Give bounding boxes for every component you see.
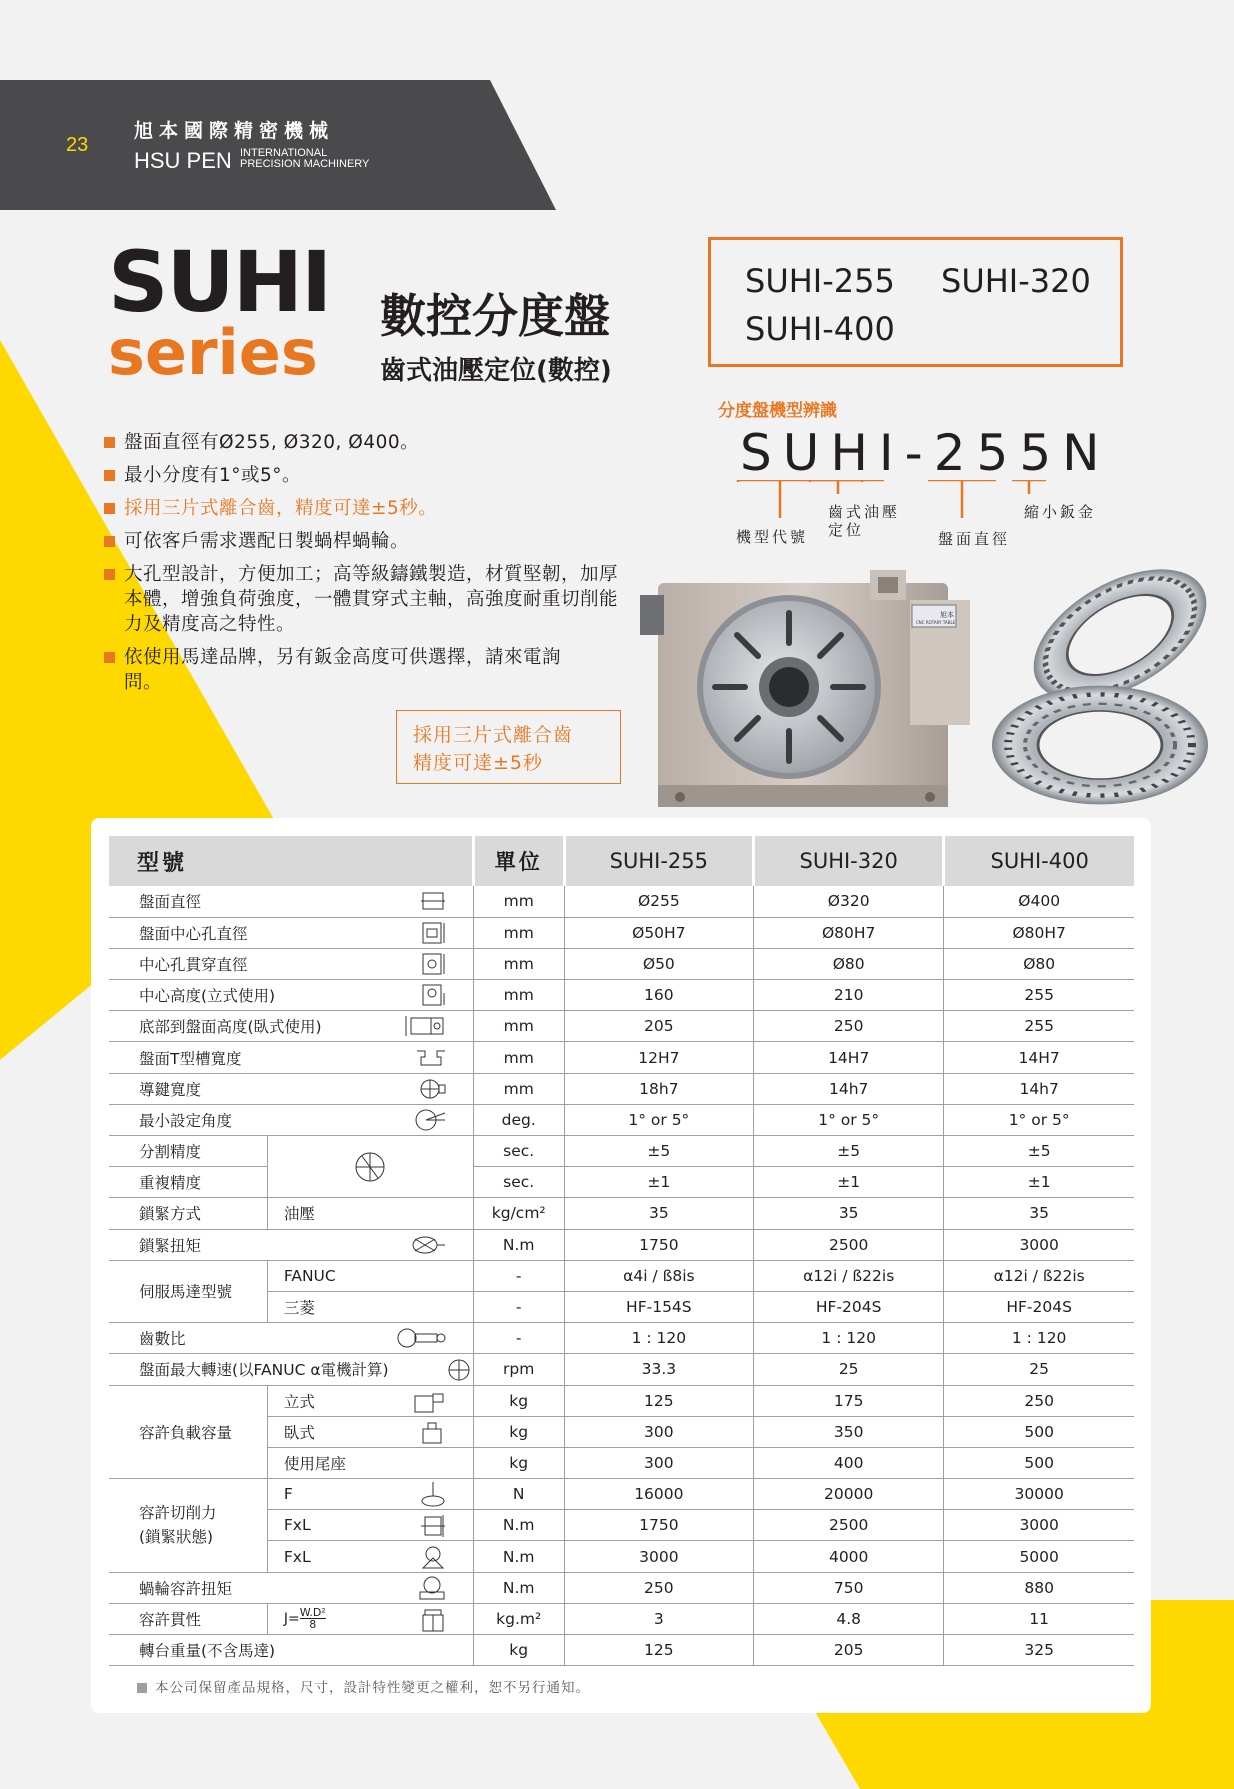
accuracy-icon <box>350 1150 390 1184</box>
model-item: SUHI-320 <box>941 262 1091 300</box>
model-list-box <box>708 237 1123 367</box>
header-item: 型號 <box>109 836 473 886</box>
table-row: FxL N.m 1750 2500 3000 <box>109 1510 1134 1541</box>
page-number: 23 <box>66 134 89 156</box>
table-row: 三菱 - HF-154S HF-204S HF-204S <box>109 1291 1134 1322</box>
through-hole-icon <box>419 952 447 976</box>
feature-item: 大孔型設計，方便加工；高等級鑄鐵製造，材質堅韌，加厚本體，增強負荷強度，一體貫穿式主軸，高強度耐重切削能力及精度高之特性。 <box>104 562 624 637</box>
worm-torque-icon <box>417 1575 447 1601</box>
table-header-row <box>109 836 1134 886</box>
table-row: 盤面T型槽寬度 mm 12H7 14H7 14H7 <box>109 1042 1134 1073</box>
moment-vertical-icon <box>419 1513 447 1539</box>
table-row: 盤面直徑 mm Ø255 Ø320 Ø400 <box>109 886 1134 917</box>
table-row: 最小設定角度 deg. 1° or 5° 1° or 5° 1° or 5° <box>109 1104 1134 1135</box>
product-subtitle-zh: 齒式油壓定位(數控) <box>380 356 612 386</box>
table-row: 盤面中心孔直徑 mm Ø50H7 Ø80H7 Ø80H7 <box>109 917 1134 948</box>
table-row: 轉台重量(不含馬達) kg 125 205 325 <box>109 1635 1134 1666</box>
center-hole-icon <box>419 921 447 945</box>
table-row: 底部到盤面高度(臥式使用) mm 205 250 255 <box>109 1011 1134 1042</box>
table-row: 重複精度 sec. ±1 ±1 ±1 <box>109 1167 1134 1198</box>
table-diameter-icon <box>419 890 447 912</box>
label-model-code: 機型代號 <box>736 528 809 546</box>
vertical-load-icon <box>413 1390 447 1414</box>
company-name-en: HSU PEN <box>134 148 232 173</box>
inertia-icon <box>419 1607 447 1633</box>
feature-item: 最小分度有1°或5°。 <box>104 463 644 488</box>
table-row: 容許切削力 (鎖緊狀態) F N 16000 20000 30000 <box>109 1479 1134 1510</box>
rotary-table-product-image <box>640 565 980 815</box>
base-height-icon <box>403 1014 447 1038</box>
disclaimer-note: 本公司保留產品規格，尺寸，設計特性變更之權利，恕不另行通知。 <box>137 1676 590 1696</box>
company-name-zh: 旭本國際精密機械 <box>134 120 335 142</box>
model-item: SUHI-255 <box>745 262 895 300</box>
coupling-rings-image <box>990 565 1230 815</box>
table-row: 容許負載容量 立式 kg 125 175 250 <box>109 1385 1134 1416</box>
header-model-2: SUHI-320 <box>754 836 944 886</box>
horizontal-load-icon <box>419 1421 447 1445</box>
inertia-formula: J= $\frac{\text{W.D²}}{8}$ <box>283 1606 326 1632</box>
moment-horizontal-icon <box>419 1544 447 1570</box>
series-title: series <box>108 316 318 389</box>
spec-table-card <box>91 818 1151 1713</box>
feature-item: 依使用馬達品牌，另有鈑金高度可供選擇，請來電詢問。 <box>104 645 584 695</box>
center-height-icon <box>419 983 447 1007</box>
label-table-diameter: 盤面直徑 <box>938 530 1011 548</box>
label-gear-positioning: 齒式油壓 定位 <box>828 503 901 539</box>
spec-table <box>109 836 1134 1666</box>
product-plate-label: 旭本 <box>940 611 954 619</box>
header-model-3: SUHI-400 <box>944 836 1134 886</box>
max-speed-icon <box>447 1358 471 1382</box>
table-row: 使用尾座 kg 300 400 500 <box>109 1447 1134 1478</box>
table-row: 鎖緊扭矩 N.m 1750 2500 3000 <box>109 1229 1134 1260</box>
accuracy-callout: 採用三片式離合齒 精度可達±5秒 <box>396 710 621 784</box>
header-unit: 單位 <box>473 836 564 886</box>
feature-list <box>104 430 644 703</box>
angle-icon <box>413 1107 447 1133</box>
feature-item: 可依客戶需求選配日製蝸桿蝸輪。 <box>104 529 644 554</box>
table-row: 臥式 kg 300 350 500 <box>109 1416 1134 1447</box>
table-row: 中心孔貫穿直徑 mm Ø50 Ø80 Ø80 <box>109 948 1134 979</box>
table-row: 中心高度(立式使用) mm 160 210 255 <box>109 980 1134 1011</box>
table-row: 盤面最大轉速(以FANUC α電機計算) rpm 33.3 25 25 <box>109 1354 1134 1385</box>
model-identification-title: 分度盤機型辨識 <box>718 401 837 421</box>
feature-item: 盤面直徑有Ø255, Ø320, Ø400。 <box>104 430 644 455</box>
table-row: 鎖緊方式 油壓 kg/cm² 35 35 35 <box>109 1198 1134 1229</box>
table-row: 蝸輪容許扭矩 N.m 250 750 880 <box>109 1572 1134 1603</box>
table-row: 分割精度 sec. ±5 ±5 ±5 <box>109 1136 1134 1167</box>
label-reduced-sheet: 縮小鈑金 <box>1024 503 1097 521</box>
product-title-zh: 數控分度盤 <box>380 289 610 343</box>
table-row: 容許貫性 J= $\frac{\text{W.D²}}{8}$ kg.m² 3 4.8 11 <box>109 1603 1134 1634</box>
table-row: FxL N.m 3000 4000 5000 <box>109 1541 1134 1572</box>
clamp-torque-icon <box>407 1233 447 1257</box>
gear-ratio-icon <box>395 1326 447 1350</box>
cutting-force-icon <box>419 1482 447 1508</box>
model-item: SUHI-400 <box>745 310 895 348</box>
product-plate-sublabel: CNC ROTARY TABLE <box>916 620 956 625</box>
table-row: 伺服馬達型號 FANUC - α4i / ß8is α12i / ß22is α12i / ß22is <box>109 1260 1134 1291</box>
model-code-example: SUHI-255N <box>740 424 1111 482</box>
t-slot-icon <box>415 1047 447 1069</box>
company-name-en-sub: INTERNATIONAL PRECISION MACHINERY <box>240 147 370 170</box>
brand-title: SUHI <box>108 233 331 331</box>
table-row: 齒數比 - 1 : 120 1 : 120 1 : 120 <box>109 1323 1134 1354</box>
header-model-1: SUHI-255 <box>564 836 753 886</box>
feature-item-highlight: 採用三片式離合齒，精度可達±5秒。 <box>104 496 644 521</box>
guide-key-icon <box>417 1077 447 1101</box>
table-row: 導鍵寬度 mm 18h7 14h7 14h7 <box>109 1073 1134 1104</box>
